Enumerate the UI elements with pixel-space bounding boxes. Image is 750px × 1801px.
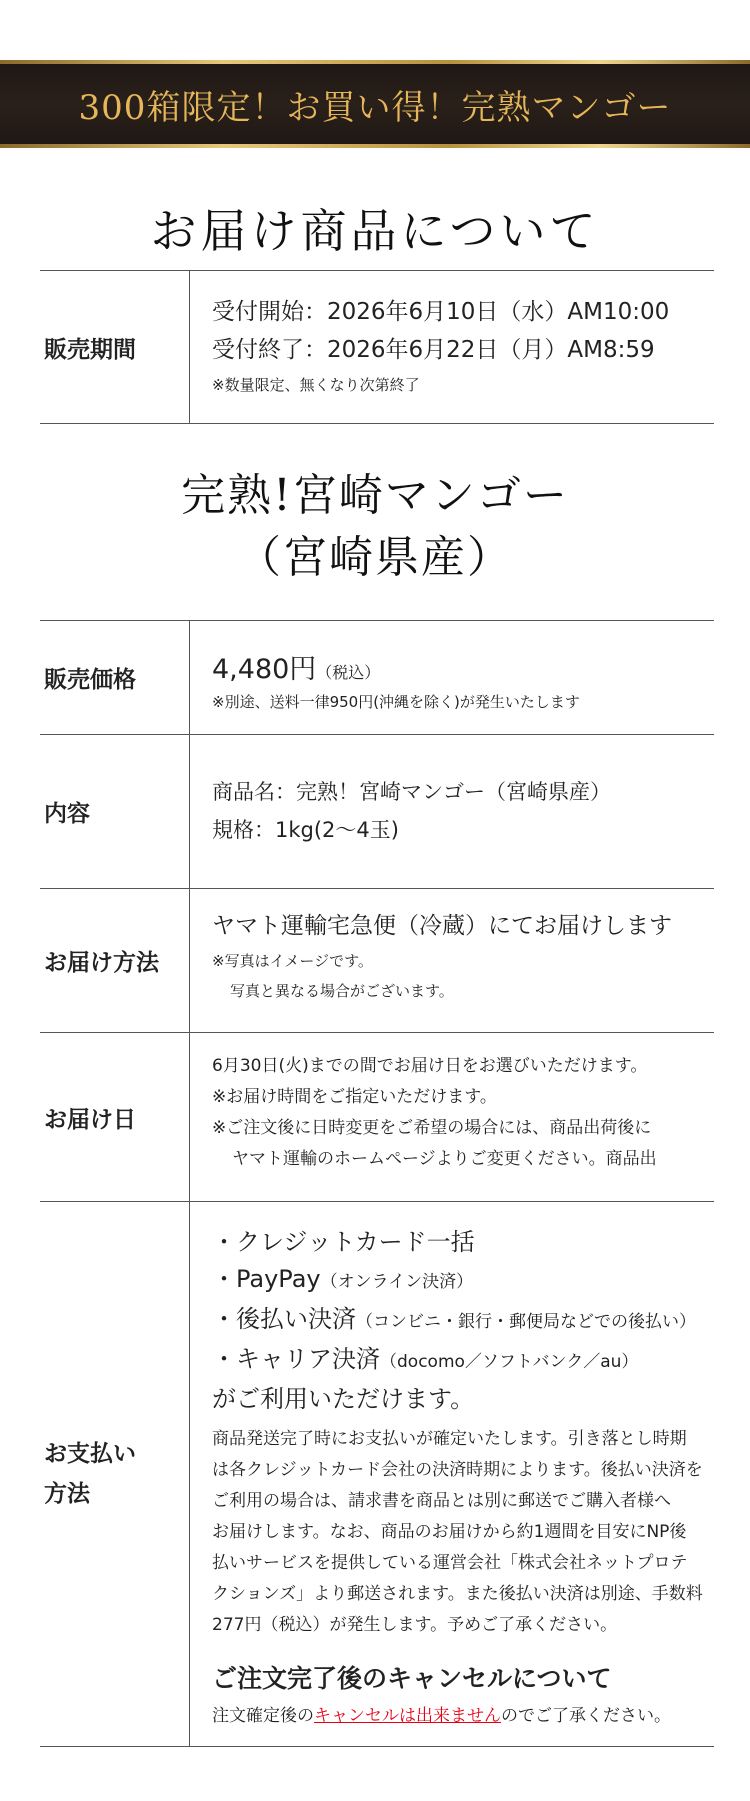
price-note: ※別途、送料一律950円(沖縄を除く)が発生いたします (212, 693, 580, 711)
sales-period-label: 販売期間 (40, 271, 190, 423)
payment-method-credit: ・クレジットカード一括 (212, 1228, 475, 1256)
shipping-row (40, 889, 714, 1033)
payment-method-item (212, 1261, 714, 1301)
payment-method-item (212, 1224, 714, 1261)
payment-method-deferred-sub: （コンビニ・銀行・郵便局などでの後払い） (356, 1312, 696, 1332)
sales-end: 受付終了：2026年6月22日（月）AM8:59 (212, 337, 655, 363)
payment-label-line2: 方法 (44, 1481, 90, 1507)
cancel-heading: ご注文完了後のキャンセルについて (212, 1664, 612, 1693)
payment-desc-line: ご利用の場合は、請求書を商品とは別に郵送でご購入者様へ (212, 1491, 671, 1511)
price-amount: 4,480円 (212, 654, 317, 685)
cancel-note-warning: キャンセルは出来ません (314, 1706, 501, 1726)
payment-desc-line: 277円（税込）が発生します。予めご了承ください。 (212, 1615, 618, 1635)
product-title (0, 465, 750, 589)
payment-description (212, 1424, 714, 1641)
price-tax: （税込） (316, 663, 381, 682)
payment-row (40, 1202, 714, 1747)
content-spec: 規格：1kg(2〜4玉) (212, 818, 399, 842)
shipping-method: ヤマト運輸宅急便（冷蔵）にてお届けします (212, 913, 672, 939)
payment-label-line1: お支払い (44, 1441, 136, 1467)
delivery-date-line2: ※お届け時間をご指定いただけます。 (212, 1087, 497, 1107)
payment-available: がご利用いただけます。 (212, 1385, 475, 1413)
payment-desc-line: 払いサービスを提供している運営会社「株式会社ネットプロテ (212, 1553, 688, 1573)
cancel-note-post: のでご了承ください。 (501, 1706, 671, 1726)
delivery-date-line3: ※ご注文後に日時変更をご希望の場合には、商品出荷後に (212, 1118, 652, 1138)
shipping-note2: 写真と異なる場合がございます。 (230, 982, 454, 1000)
payment-method-item (212, 1341, 714, 1381)
banner-title: 300箱限定！お買い得！完熟マンゴー (78, 88, 672, 128)
payment-method-carrier-sub: （docomo／ソフトバンク／au） (380, 1352, 639, 1372)
content-label: 内容 (40, 735, 190, 888)
payment-desc-line: クションズ」より郵送されます。また後払い決済は別途、手数料 (212, 1584, 703, 1604)
payment-desc-line: は各クレジットカード会社の決済時期によります。後払い決済を (212, 1460, 703, 1480)
product-title-line2: （宮崎県産） (237, 532, 513, 583)
price-row (40, 620, 714, 735)
sales-note: ※数量限定、無くなり次第終了 (212, 376, 420, 394)
content-row (40, 735, 714, 889)
shipping-note1: ※写真はイメージです。 (212, 952, 373, 970)
content-name: 商品名：完熟！宮崎マンゴー（宮崎県産） (212, 780, 611, 804)
sales-period-table (40, 270, 714, 424)
sales-start: 受付開始：2026年6月10日（水）AM10:00 (212, 299, 670, 325)
product-detail-table (40, 620, 714, 1747)
delivery-date-line4: ヤマト運輸のホームページよりご変更ください。商品出 (232, 1149, 657, 1169)
sales-period-row (40, 270, 714, 424)
payment-method-paypay: ・PayPay (212, 1265, 321, 1293)
cancel-note-pre: 注文確定後の (212, 1706, 314, 1726)
delivery-date-line1: 6月30日(火)までの間でお届け日をお選びいただけます。 (212, 1056, 648, 1076)
delivery-date-label: お届け日 (40, 1033, 190, 1201)
delivery-date-row (40, 1033, 714, 1202)
shipping-label: お届け方法 (40, 889, 190, 1032)
payment-desc-line: お届けします。なお、商品のお届けから約1週間を目安にNP後 (212, 1522, 687, 1542)
payment-method-carrier: ・キャリア決済 (212, 1345, 380, 1373)
promo-banner (0, 60, 750, 148)
cancel-note (212, 1701, 714, 1732)
payment-method-item (212, 1301, 714, 1341)
price-label: 販売価格 (40, 621, 190, 734)
payment-method-paypay-sub: （オンライン決済） (320, 1272, 474, 1292)
payment-desc-line: 商品発送完了時にお支払いが確定いたします。引き落とし時期 (212, 1429, 687, 1449)
product-title-line1: 完熟!宮崎マンゴー (181, 470, 569, 521)
payment-method-deferred: ・後払い決済 (212, 1305, 356, 1333)
delivery-section-heading: お届け商品について (150, 204, 600, 258)
payment-label (40, 1202, 190, 1746)
